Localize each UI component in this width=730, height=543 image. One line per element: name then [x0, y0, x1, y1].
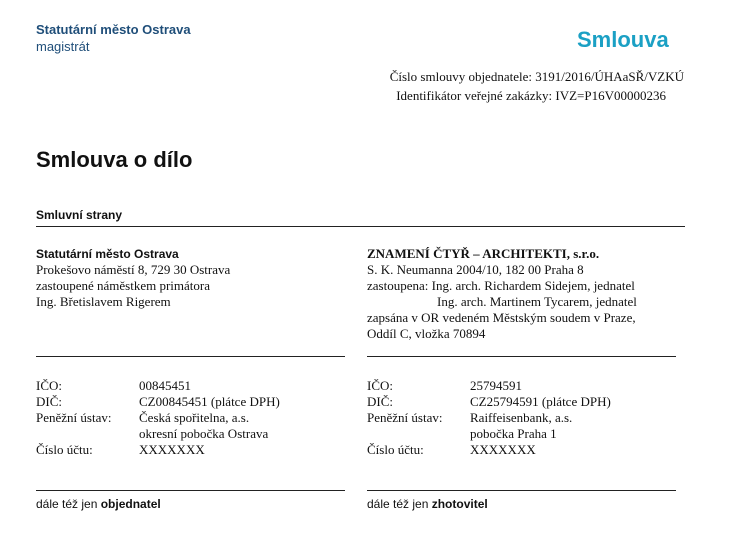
- contractor-footer-divider: [367, 490, 676, 491]
- contractor-block: [367, 246, 637, 342]
- account-label: Číslo účtu:: [36, 442, 93, 457]
- role-note-prefix: dále též jen: [367, 497, 432, 511]
- tender-identifier: Identifikátor veřejné zakázky: IVZ=P16V00000236: [396, 88, 666, 103]
- account-value: XXXXXXX: [139, 442, 205, 457]
- account-value: XXXXXXX: [470, 442, 536, 457]
- contractor-divider: [367, 356, 676, 357]
- client-block: [36, 246, 230, 310]
- client-dic-row: [36, 394, 280, 410]
- document-type-badge: Smlouva: [577, 27, 669, 52]
- dic-value: CZ00845451 (plátce DPH): [139, 394, 280, 409]
- client-representative: Ing. Břetislavem Rigerem: [36, 294, 171, 309]
- client-role-note: [36, 497, 161, 511]
- org-name: Statutární město Ostrava: [36, 22, 191, 37]
- bank-value: Raiffeisenbank, a.s.: [470, 410, 573, 425]
- ico-label: IČO:: [367, 378, 393, 393]
- contractor-registration-section: Oddíl C, vložka 70894: [367, 326, 486, 341]
- contractor-dic-row: [367, 394, 611, 410]
- client-bank-branch-row: [36, 426, 280, 442]
- client-account-row: [36, 442, 280, 458]
- org-subtitle: magistrát: [36, 39, 90, 54]
- dic-label: DIČ:: [367, 394, 393, 409]
- client-ico-row: [36, 378, 280, 394]
- contractor-address: S. K. Neumanna 2004/10, 182 00 Praha 8: [367, 262, 584, 277]
- contractor-id-table: [367, 378, 611, 458]
- client-id-table: [36, 378, 280, 458]
- contractor-bank-row: [367, 410, 611, 426]
- client-footer-divider: [36, 490, 345, 491]
- contractor-name: ZNAMENÍ ČTYŘ – ARCHITEKTI, s.r.o.: [367, 246, 600, 261]
- account-label: Číslo účtu:: [367, 442, 424, 457]
- client-divider: [36, 356, 345, 357]
- ico-label: IČO:: [36, 378, 62, 393]
- contract-number: Číslo smlouvy objednatele: 3191/2016/ÚHAaSŘ/VZKÚ: [389, 69, 684, 84]
- bank-value: Česká spořitelna, a.s.: [139, 410, 250, 425]
- document-title: Smlouva o dílo: [36, 147, 193, 172]
- bank-label: Peněžní ústav:: [36, 410, 112, 425]
- contractor-representative-2: Ing. arch. Martinem Tycarem, jednatel: [437, 294, 637, 309]
- section-title: Smluvní strany: [36, 208, 123, 222]
- dic-value: CZ25794591 (plátce DPH): [470, 394, 611, 409]
- client-name: Statutární město Ostrava: [36, 247, 179, 261]
- contractor-bank-branch-row: [367, 426, 611, 442]
- role-note-prefix: dále též jen: [36, 497, 101, 511]
- bank-branch: okresní pobočka Ostrava: [139, 426, 269, 441]
- contractor-ico-row: [367, 378, 611, 394]
- bank-label: Peněžní ústav:: [367, 410, 443, 425]
- client-bank-row: [36, 410, 280, 426]
- contractor-role: zhotovitel: [431, 497, 488, 511]
- contractor-representation: zastoupena: Ing. arch. Richardem Sidejem, jednatel: [367, 278, 635, 293]
- dic-label: DIČ:: [36, 394, 62, 409]
- client-address: Prokešovo náměstí 8, 729 30 Ostrava: [36, 262, 231, 277]
- client-role: objednatel: [100, 497, 161, 511]
- ico-value: 00845451: [139, 378, 191, 393]
- ico-value: 25794591: [470, 378, 522, 393]
- bank-branch: pobočka Praha 1: [470, 426, 557, 441]
- contractor-role-note: [367, 497, 488, 511]
- client-representation: zastoupené náměstkem primátora: [36, 278, 210, 293]
- contractor-registration: zapsána v OR vedeném Městským soudem v Praze,: [367, 310, 636, 325]
- section-divider: [36, 226, 685, 227]
- contractor-account-row: [367, 442, 611, 458]
